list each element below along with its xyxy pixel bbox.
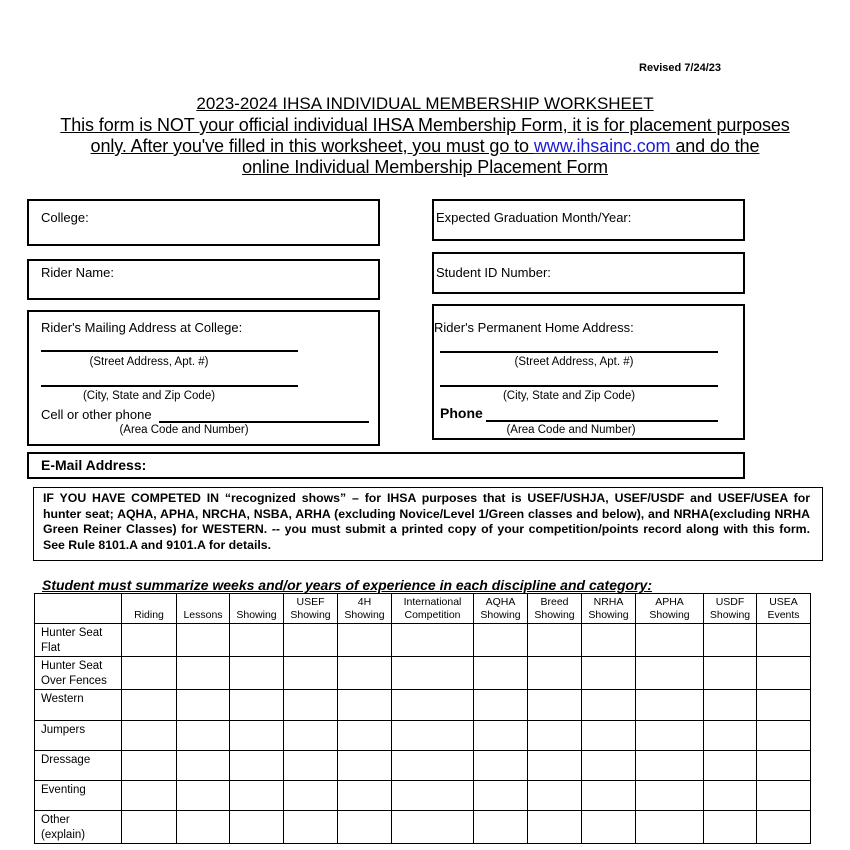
subtitle-line-3: online Individual Membership Placement Form <box>242 157 608 177</box>
experience-cell[interactable] <box>528 751 582 781</box>
college-field[interactable] <box>27 199 380 246</box>
experience-cell[interactable] <box>636 624 704 657</box>
experience-summary-heading: Student must summarize weeks and/or years of experience in each discipline and category: <box>42 577 652 593</box>
experience-cell[interactable] <box>177 811 230 844</box>
experience-cell[interactable] <box>392 811 474 844</box>
experience-cell[interactable] <box>177 690 230 721</box>
experience-cell[interactable] <box>582 690 636 721</box>
mailing-address-field[interactable] <box>27 310 380 446</box>
experience-cell[interactable] <box>338 690 392 721</box>
column-header: International Competition <box>392 594 474 624</box>
experience-cell[interactable] <box>122 690 177 721</box>
student-id-label: Student ID Number: <box>436 265 551 280</box>
experience-cell[interactable] <box>392 657 474 690</box>
home-city-line[interactable] <box>440 385 718 387</box>
phone-label: Phone <box>440 405 483 421</box>
table-row <box>35 624 811 657</box>
recognized-shows-notice: IF YOU HAVE COMPETED IN “recognized shows” – for IHSA purposes that is USEF/USHJA, USEF/USDF and USEF/USEA for hunter seat; AQHA, APHA, NRCHA, NSBA, ARHA (excluding Novice/Level 1/Green classes and below), and NRHA(excluding NRHA Green Reiner Classes) for WESTERN. -- you must submit a printed copy of your competition/points record along with this form. See Rule 8101.A and 9101.A for details. <box>33 487 823 561</box>
mailing-street-hint: (Street Address, Apt. #) <box>89 356 209 368</box>
ihsa-website-link[interactable]: www.ihsainc.com <box>533 136 671 156</box>
student-id-field[interactable] <box>432 252 745 294</box>
rider-name-field[interactable] <box>27 259 380 300</box>
experience-cell[interactable] <box>230 811 284 844</box>
experience-cell[interactable] <box>528 690 582 721</box>
experience-cell[interactable] <box>474 721 528 751</box>
experience-cell[interactable] <box>177 751 230 781</box>
home-address-field[interactable] <box>432 304 745 440</box>
experience-cell[interactable] <box>474 657 528 690</box>
experience-cell[interactable] <box>230 624 284 657</box>
email-field[interactable] <box>27 452 745 479</box>
experience-cell[interactable] <box>474 781 528 811</box>
mailing-city-line[interactable] <box>41 385 298 387</box>
experience-cell[interactable] <box>338 657 392 690</box>
experience-cell[interactable] <box>230 690 284 721</box>
experience-cell[interactable] <box>122 657 177 690</box>
row-header: Western <box>35 690 122 721</box>
experience-cell[interactable] <box>636 811 704 844</box>
table-row <box>35 690 811 721</box>
table-row <box>35 781 811 811</box>
column-header: USDF Showing <box>704 594 757 624</box>
experience-cell[interactable] <box>757 721 811 751</box>
experience-cell[interactable] <box>230 721 284 751</box>
experience-cell[interactable] <box>122 811 177 844</box>
table-row <box>35 721 811 751</box>
experience-cell[interactable] <box>284 624 338 657</box>
experience-cell[interactable] <box>528 811 582 844</box>
experience-cell[interactable] <box>704 624 757 657</box>
experience-cell[interactable] <box>284 690 338 721</box>
experience-cell[interactable] <box>122 624 177 657</box>
experience-cell[interactable] <box>528 721 582 751</box>
experience-cell[interactable] <box>284 781 338 811</box>
row-header: Jumpers <box>35 721 122 751</box>
column-header: NRHA Showing <box>582 594 636 624</box>
experience-cell[interactable] <box>636 690 704 721</box>
experience-cell[interactable] <box>474 751 528 781</box>
page-title-block <box>20 93 830 178</box>
experience-cell[interactable] <box>582 811 636 844</box>
experience-cell[interactable] <box>284 811 338 844</box>
experience-cell[interactable] <box>122 721 177 751</box>
subtitle-text-cont: and do the <box>675 136 760 156</box>
experience-cell[interactable] <box>284 657 338 690</box>
experience-cell[interactable] <box>284 751 338 781</box>
phone-line[interactable] <box>486 420 718 422</box>
experience-cell[interactable] <box>528 624 582 657</box>
experience-cell[interactable] <box>757 690 811 721</box>
cell-phone-line[interactable] <box>159 421 369 423</box>
experience-cell[interactable] <box>230 657 284 690</box>
subtitle-text: only. After you've filled in this worksheet, you must go to <box>90 136 529 156</box>
table-row <box>35 657 811 690</box>
experience-cell[interactable] <box>338 751 392 781</box>
home-street-hint: (Street Address, Apt. #) <box>514 356 634 368</box>
experience-table <box>34 593 811 844</box>
mailing-address-label: Rider's Mailing Address at College: <box>41 320 243 335</box>
experience-cell[interactable] <box>474 811 528 844</box>
experience-cell[interactable] <box>757 751 811 781</box>
page-title: 2023-2024 IHSA INDIVIDUAL MEMBERSHIP WORKSHEET <box>196 94 654 113</box>
revision-date: Revised 7/24/23 <box>639 62 721 74</box>
experience-cell[interactable] <box>338 624 392 657</box>
row-header: Other (explain) <box>35 811 122 844</box>
experience-cell[interactable] <box>636 781 704 811</box>
experience-cell[interactable] <box>230 781 284 811</box>
college-label: College: <box>41 210 89 225</box>
experience-cell[interactable] <box>392 690 474 721</box>
column-header: Lessons <box>177 594 230 624</box>
column-header: APHA Showing <box>636 594 704 624</box>
experience-cell[interactable] <box>122 751 177 781</box>
experience-cell[interactable] <box>582 657 636 690</box>
experience-cell[interactable] <box>474 690 528 721</box>
table-row <box>35 751 811 781</box>
graduation-label: Expected Graduation Month/Year: <box>436 210 632 225</box>
experience-cell[interactable] <box>474 624 528 657</box>
column-header: 4H Showing <box>338 594 392 624</box>
experience-cell[interactable] <box>528 781 582 811</box>
experience-cell[interactable] <box>757 624 811 657</box>
home-city-hint: (City, State and Zip Code) <box>502 390 636 402</box>
experience-cell[interactable] <box>338 811 392 844</box>
experience-cell[interactable] <box>177 624 230 657</box>
table-header-row <box>35 594 811 624</box>
experience-cell[interactable] <box>582 624 636 657</box>
cell-phone-label: Cell or other phone <box>41 407 152 422</box>
column-header: AQHA Showing <box>474 594 528 624</box>
experience-cell[interactable] <box>392 721 474 751</box>
experience-cell[interactable] <box>636 751 704 781</box>
column-header: Riding <box>122 594 177 624</box>
experience-cell[interactable] <box>392 751 474 781</box>
cell-phone-hint: (Area Code and Number) <box>119 424 249 436</box>
experience-cell[interactable] <box>230 751 284 781</box>
experience-cell[interactable] <box>704 721 757 751</box>
mailing-street-line[interactable] <box>41 350 298 352</box>
column-header: Showing <box>230 594 284 624</box>
home-address-label: Rider's Permanent Home Address: <box>434 320 634 335</box>
experience-cell[interactable] <box>338 721 392 751</box>
row-header: Hunter Seat Flat <box>35 624 122 657</box>
experience-cell[interactable] <box>636 657 704 690</box>
experience-cell[interactable] <box>392 624 474 657</box>
subtitle-line-1: This form is NOT your official individual IHSA Membership Form, it is for placement purposes <box>60 115 790 135</box>
row-header: Eventing <box>35 781 122 811</box>
phone-hint: (Area Code and Number) <box>506 424 636 436</box>
mailing-city-hint: (City, State and Zip Code) <box>82 390 216 402</box>
experience-cell[interactable] <box>757 781 811 811</box>
experience-cell[interactable] <box>582 751 636 781</box>
experience-cell[interactable] <box>177 657 230 690</box>
experience-cell[interactable] <box>177 781 230 811</box>
experience-cell[interactable] <box>757 811 811 844</box>
experience-cell[interactable] <box>338 781 392 811</box>
row-header: Hunter Seat Over Fences <box>35 657 122 690</box>
experience-cell[interactable] <box>704 690 757 721</box>
email-label: E-Mail Address: <box>41 457 147 473</box>
column-header: USEA Events <box>757 594 811 624</box>
experience-cell[interactable] <box>636 721 704 751</box>
experience-cell[interactable] <box>757 657 811 690</box>
experience-cell[interactable] <box>704 657 757 690</box>
row-header: Dressage <box>35 751 122 781</box>
experience-cell[interactable] <box>704 751 757 781</box>
experience-cell[interactable] <box>392 781 474 811</box>
column-header: Breed Showing <box>528 594 582 624</box>
table-row <box>35 811 811 844</box>
column-header: USEF Showing <box>284 594 338 624</box>
experience-cell[interactable] <box>284 721 338 751</box>
rider-name-label: Rider Name: <box>41 265 114 280</box>
corner-cell <box>35 594 122 624</box>
experience-cell[interactable] <box>704 811 757 844</box>
experience-cell[interactable] <box>704 781 757 811</box>
graduation-field[interactable] <box>432 199 745 241</box>
experience-cell[interactable] <box>582 721 636 751</box>
home-street-line[interactable] <box>440 351 718 353</box>
experience-cell[interactable] <box>177 721 230 751</box>
experience-cell[interactable] <box>582 781 636 811</box>
subtitle-line-2 <box>20 136 830 157</box>
experience-cell[interactable] <box>122 781 177 811</box>
experience-cell[interactable] <box>528 657 582 690</box>
